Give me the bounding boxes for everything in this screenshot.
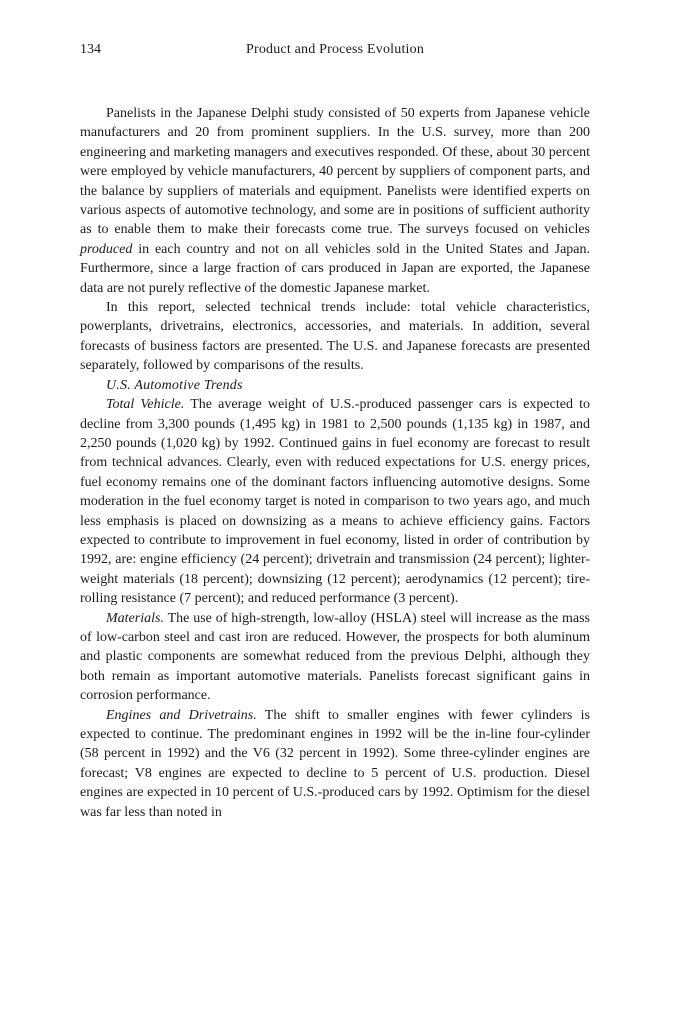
paragraph-materials [80, 609, 590, 706]
paragraph-text: The average weight of U.S.-produced passenger cars is expected to decline from 3,300 pounds (1,495 kg) in 1981 to 2,500 pounds (1,135 kg) in 1987, and 2,250 pounds (1,020 kg) by 1992. Continued gains in fuel economy are forecast to result from technical advances. Clearly, even with reduced expectations for U.S. energy prices, fuel economy remains one of the dominant factors influencing automotive designs. Some moderation in the fuel economy target is noted in comparison to two years ago, and much less emphasis is placed on downsizing as a means to achieve efficiency gains. Factors expected to contribute to improvement in fuel economy, listed in order of contribution by 1992, are: engine efficiency (24 percent); drivetrain and transmission (24 percent); lighter-weight materials (18 percent); downsizing (12 percent); aerodynamics (12 percent); tire-rolling resistance (7 percent); and reduced performance (3 percent). [80, 397, 591, 607]
body-text [80, 104, 590, 822]
paragraph-delphi-panelists [80, 104, 590, 298]
paragraph-report-scope: In this report, selected technical trends include: total vehicle characteristics, powerplants, drivetrains, electronics, accessories, and materials. In addition, several forecasts of business factors are presented. The U.S. and Japanese forecasts are presented separately, followed by comparisons of the results. [80, 300, 590, 374]
paragraph-text: in each country and not on all vehicles sold in the United States and Japan. Furthermore, since a large fraction of cars produced in Japan are exported, the Japanese data are not purely reflective of the domestic Japanese market. [80, 241, 590, 296]
emphasis-produced: produced [80, 241, 133, 257]
paragraph-total-vehicle [80, 395, 590, 608]
paragraph-text: Panelists in the Japanese Delphi study consisted of 50 experts from Japanese vehicle manufacturers and 20 from prominent suppliers. In the U.S. survey, more than 200 engineering and marketing managers and executives responded. Of these, about 30 percent were employed by vehicle manufacturers, 40 percent by suppliers of component parts, and the balance by suppliers of materials and equipment. Panelists were identified experts on various aspects of automotive technology, and some are in positions of sufficient authority as to enable them to make their forecasts come true. The surveys focused on vehicles [80, 106, 590, 238]
run-in-heading: Total Vehicle. [106, 397, 185, 413]
paragraph-engines-drivetrains [80, 706, 590, 822]
run-in-heading: Engines and Drivetrains. [106, 707, 257, 723]
running-title: Product and Process Evolution [245, 42, 425, 57]
section-heading: U.S. Automotive Trends [106, 377, 243, 393]
page-header [80, 40, 590, 60]
paragraph-text: The use of high-strength, low-alloy (HSLA) steel will increase as the mass of low-carbon steel and cast iron are reduced. However, the prospects for both aluminum and plastic components are somewhat reduced from the previous Delphi, although they both remain as important automotive materials. Panelists forecast significant gains in corrosion performance. [80, 610, 590, 704]
paragraph-text: The shift to smaller engines with fewer cylinders is expected to continue. The predominant engines in 1992 will be the in-line four-cylinder (58 percent in 1992) and the V6 (32 percent in 1992). Some three-cylinder engines are forecast; V8 engines are expected to decline to 5 percent of U.S. production. Diesel engines are expected in 10 percent of U.S.-produced cars by 1992. Optimism for the diesel was far less than noted in [80, 707, 591, 820]
run-in-heading: Materials. [106, 610, 164, 626]
page-number: 134 [80, 42, 101, 57]
